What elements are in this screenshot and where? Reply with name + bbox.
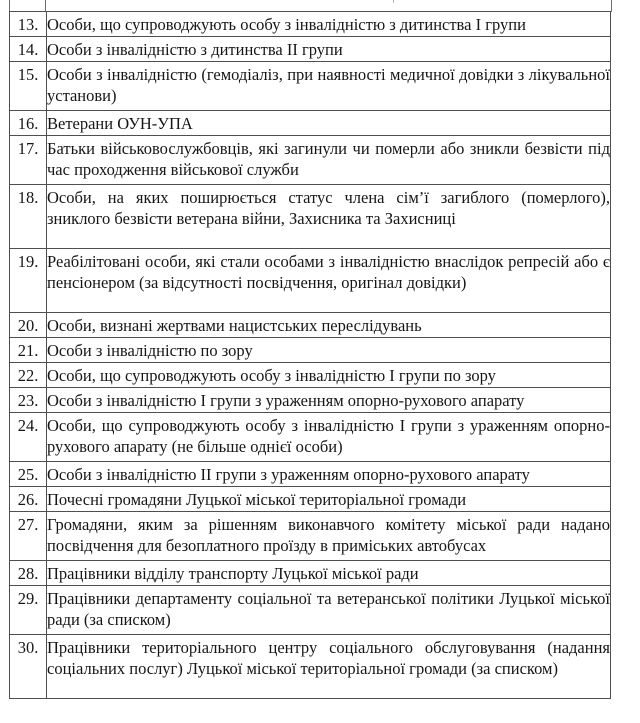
row-text: Особи з інвалідністю з дитинства ІІ групи	[47, 37, 611, 62]
row-text: Батьки військовослужбовців, які загинули чи померли або зникли безвісти під час проходження військової служби	[47, 136, 611, 185]
table-row	[10, 62, 611, 111]
row-text: Ветерани ОУН-УПА	[47, 111, 611, 136]
row-number: 21.	[10, 338, 47, 363]
row-number: 20.	[10, 313, 47, 338]
row-text: Почесні громадяни Луцької міської територіальної громади	[47, 487, 611, 512]
row-number: 15.	[10, 62, 47, 111]
row-number: 28.	[10, 561, 47, 586]
table-body	[10, 12, 611, 699]
row-text: Особи з інвалідністю (гемодіаліз, при наявності медичної довідки з лікувальної установи)	[47, 62, 611, 111]
row-number: 27.	[10, 512, 47, 561]
row-text: Працівники відділу транспорту Луцької міської ради	[47, 561, 611, 586]
row-text: Особи, на яких поширюється статус члена сім’ї загиблого (померлого), зниклого безвісти ветерана війни, Захисника та Захисниці	[47, 185, 611, 249]
row-text: Реабілітовані особи, які стали особами з інвалідністю внаслідок репресій або є пенсіонером (за відсутності посвідчення, оригінал довідки)	[47, 249, 611, 313]
row-number: 23.	[10, 388, 47, 413]
row-number: 26.	[10, 487, 47, 512]
row-number: 18.	[10, 185, 47, 249]
table-row	[10, 338, 611, 363]
row-number: 25.	[10, 462, 47, 487]
table-row	[10, 37, 611, 62]
row-text: Працівники департаменту соціальної та ветеранської політики Луцької міської ради (за списком)	[47, 586, 611, 635]
row-number: 14.	[10, 37, 47, 62]
row-text: Громадяни, яким за рішенням виконавчого комітету міської ради надано посвідчення для безоплатного проїзду в приміських автобусах	[47, 512, 611, 561]
cropped-row-right-border	[611, 0, 612, 12]
row-text: Особи, що супроводжують особу з інвалідністю з дитинства І групи	[47, 12, 611, 37]
row-text: Особи, визнані жертвами нацистських переслідувань	[47, 313, 611, 338]
table-row	[10, 561, 611, 586]
table-row	[10, 635, 611, 699]
table-row	[10, 413, 611, 462]
table-row	[10, 388, 611, 413]
scan-artifact-mark	[393, 0, 394, 3]
privilege-categories-table	[9, 11, 611, 699]
row-text: Особи, що супроводжують особу з інвалідністю І групи з ураженням опорно-рухового апарату (не більше однієї особи)	[47, 413, 611, 462]
row-number: 19.	[10, 249, 47, 313]
row-text: Особи з інвалідністю ІІ групи з ураженням опорно-рухового апарату	[47, 462, 611, 487]
table-row	[10, 136, 611, 185]
table-row	[10, 462, 611, 487]
row-number: 13.	[10, 12, 47, 37]
table-row	[10, 185, 611, 249]
row-number: 22.	[10, 363, 47, 388]
row-text: Працівники територіального центру соціального обслуговування (надання соціальних послуг) Луцької міської територіальної громади (за списком)	[47, 635, 611, 699]
table-row	[10, 313, 611, 338]
row-number: 30.	[10, 635, 47, 699]
table-row	[10, 363, 611, 388]
row-number: 29.	[10, 586, 47, 635]
table-row	[10, 12, 611, 37]
row-text: Особи з інвалідністю І групи з ураженням опорно-рухового апарату	[47, 388, 611, 413]
row-text: Особи з інвалідністю по зору	[47, 338, 611, 363]
table-row	[10, 249, 611, 313]
row-text: Особи, що супроводжують особу з інвалідністю І групи по зору	[47, 363, 611, 388]
table-row	[10, 512, 611, 561]
row-number: 17.	[10, 136, 47, 185]
table-row	[10, 487, 611, 512]
row-number: 24.	[10, 413, 47, 462]
table-row	[10, 111, 611, 136]
row-number: 16.	[10, 111, 47, 136]
table-row	[10, 586, 611, 635]
